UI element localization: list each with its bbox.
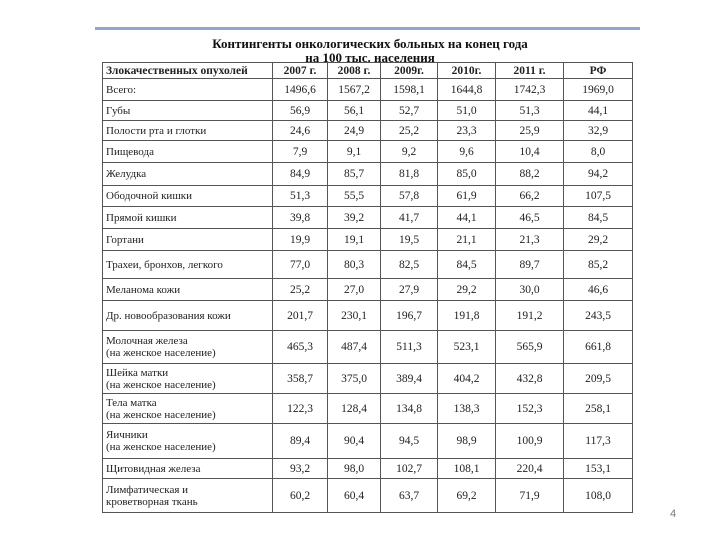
value-cell: 23,3 [438,121,496,141]
value-cell: 51,3 [273,186,328,207]
value-cell: 375,0 [328,364,381,394]
value-cell: 102,7 [381,459,438,479]
value-cell: 63,7 [381,479,438,513]
value-cell: 107,5 [564,186,633,207]
row-label-text: Яичники [106,429,148,441]
value-cell: 152,3 [496,394,564,424]
value-cell: 56,1 [328,101,381,121]
value-cell: 196,7 [381,301,438,331]
value-cell: 55,5 [328,186,381,207]
header-row [103,63,633,79]
value-cell: 201,7 [273,301,328,331]
row-label-text: Др. новообразования кожи [106,309,231,322]
value-cell: 71,9 [496,479,564,513]
table-row [103,141,633,163]
value-cell: 24,9 [328,121,381,141]
value-cell: 41,7 [381,207,438,229]
value-cell: 61,9 [438,186,496,207]
row-label [103,207,273,229]
value-cell: 98,0 [328,459,381,479]
value-cell: 80,3 [328,251,381,279]
page-number: 4 [670,508,677,520]
row-sublabel-text: (на женское население) [106,408,216,421]
value-cell: 81,8 [381,163,438,186]
row-label [103,79,273,101]
value-cell: 88,2 [496,163,564,186]
value-cell: 60,2 [273,479,328,513]
value-cell: 30,0 [496,279,564,301]
row-label-text: Лимфатическая и [106,483,189,496]
table-row [103,279,633,301]
value-cell: 432,8 [496,364,564,394]
table-row [103,251,633,279]
table-row [103,163,633,186]
row-label [103,121,273,141]
value-cell: 117,3 [564,424,633,459]
value-cell: 25,9 [496,121,564,141]
table-row [103,479,633,513]
row-label-text: Молочная железа [106,335,188,347]
table-row [103,101,633,121]
header-column: 2008 г. [328,63,381,79]
value-cell: 44,1 [438,207,496,229]
row-label-text: Полости рта и глотки [106,124,207,137]
value-cell: 56,9 [273,101,328,121]
value-cell: 46,5 [496,207,564,229]
table-row [103,394,633,424]
value-cell: 98,9 [438,424,496,459]
value-cell: 138,3 [438,394,496,424]
value-cell: 60,4 [328,479,381,513]
value-cell: 191,2 [496,301,564,331]
row-label-text: Желудка [106,168,147,180]
row-label [103,229,273,251]
row-sublabel-text: (на женское население) [106,378,216,391]
value-cell: 358,7 [273,364,328,394]
value-cell: 108,0 [564,479,633,513]
value-cell: 51,0 [438,101,496,121]
top-rule [95,27,640,30]
value-cell: 1567,2 [328,79,381,101]
row-label-text: Трахеи, бронхов, легкого [106,258,223,271]
value-cell: 25,2 [273,279,328,301]
value-cell: 93,2 [273,459,328,479]
header-column: 2011 г. [496,63,564,79]
header-column: 2009г. [381,63,438,79]
value-cell: 1496,6 [273,79,328,101]
value-cell: 82,5 [381,251,438,279]
value-cell: 565,9 [496,331,564,364]
value-cell: 19,1 [328,229,381,251]
value-cell: 128,4 [328,394,381,424]
value-cell: 85,7 [328,163,381,186]
row-label-text: Шейка матки [106,366,169,379]
row-label [103,141,273,163]
row-label-text: Тела матка [106,396,157,409]
table-row [103,459,633,479]
value-cell: 84,5 [564,207,633,229]
value-cell: 85,0 [438,163,496,186]
row-label-text: Прямой кишки [106,211,177,224]
value-cell: 108,1 [438,459,496,479]
value-cell: 27,0 [328,279,381,301]
value-cell: 44,1 [564,101,633,121]
value-cell: 9,6 [438,141,496,163]
table-row [103,79,633,101]
row-label [103,251,273,279]
row-label-text: Гортани [106,233,144,246]
value-cell: 57,8 [381,186,438,207]
row-label [103,424,273,459]
row-sublabel-text: (на женское население) [106,441,216,453]
value-cell: 51,3 [496,101,564,121]
table-row [103,186,633,207]
header-column: РФ [564,63,633,79]
value-cell: 100,9 [496,424,564,459]
value-cell: 122,3 [273,394,328,424]
value-cell: 209,5 [564,364,633,394]
value-cell: 77,0 [273,251,328,279]
value-cell: 24,6 [273,121,328,141]
row-label [103,301,273,331]
row-label [103,394,273,424]
value-cell: 10,4 [496,141,564,163]
value-cell: 52,7 [381,101,438,121]
value-cell: 85,2 [564,251,633,279]
table-row [103,424,633,459]
value-cell: 487,4 [328,331,381,364]
table-subtitle: на 100 тыс. населения [305,50,435,65]
value-cell: 389,4 [381,364,438,394]
value-cell: 32,9 [564,121,633,141]
value-cell: 94,5 [381,424,438,459]
value-cell: 89,4 [273,424,328,459]
value-cell: 661,8 [564,331,633,364]
value-cell: 27,9 [381,279,438,301]
row-label [103,479,273,513]
value-cell: 134,8 [381,394,438,424]
table-row [103,229,633,251]
value-cell: 465,3 [273,331,328,364]
row-label [103,279,273,301]
row-label-text: Ободочной кишки [106,190,193,202]
value-cell: 39,8 [273,207,328,229]
value-cell: 243,5 [564,301,633,331]
value-cell: 90,4 [328,424,381,459]
value-cell: 84,5 [438,251,496,279]
value-cell: 9,1 [328,141,381,163]
value-cell: 1598,1 [381,79,438,101]
header-tumor-type: Злокачественных опухолей [103,63,273,79]
value-cell: 511,3 [381,331,438,364]
table-row [103,331,633,364]
header-column: 2007 г. [273,63,328,79]
table-row [103,301,633,331]
value-cell: 191,8 [438,301,496,331]
value-cell: 153,1 [564,459,633,479]
header-column: 2010г. [438,63,496,79]
oncology-table [102,62,633,513]
value-cell: 39,2 [328,207,381,229]
value-cell: 523,1 [438,331,496,364]
row-label-text: Меланома кожи [106,283,181,296]
value-cell: 46,6 [564,279,633,301]
value-cell: 25,2 [381,121,438,141]
value-cell: 19,5 [381,229,438,251]
table-row [103,121,633,141]
row-label-text: Пищевода [106,145,154,158]
value-cell: 29,2 [564,229,633,251]
row-label-text: Щитовидная железа [106,462,201,475]
value-cell: 7,9 [273,141,328,163]
value-cell: 8,0 [564,141,633,163]
value-cell: 258,1 [564,394,633,424]
value-cell: 1969,0 [564,79,633,101]
value-cell: 21,1 [438,229,496,251]
row-label [103,331,273,364]
value-cell: 220,4 [496,459,564,479]
value-cell: 89,7 [496,251,564,279]
row-label [103,459,273,479]
value-cell: 84,9 [273,163,328,186]
table-row [103,364,633,394]
value-cell: 9,2 [381,141,438,163]
row-label [103,163,273,186]
row-label-text: Всего: [106,83,137,96]
value-cell: 1644,8 [438,79,496,101]
table-title: Контингенты онкологических больных на конец года [212,36,528,51]
value-cell: 230,1 [328,301,381,331]
value-cell: 1742,3 [496,79,564,101]
row-label [103,186,273,207]
row-sublabel-text: кроветворная ткань [106,495,198,508]
value-cell: 19,9 [273,229,328,251]
row-sublabel-text: (на женское население) [106,347,216,359]
value-cell: 29,2 [438,279,496,301]
value-cell: 94,2 [564,163,633,186]
row-label-text: Губы [106,104,131,117]
value-cell: 21,3 [496,229,564,251]
value-cell: 69,2 [438,479,496,513]
value-cell: 404,2 [438,364,496,394]
row-label [103,364,273,394]
row-label [103,101,273,121]
table-row [103,207,633,229]
value-cell: 66,2 [496,186,564,207]
